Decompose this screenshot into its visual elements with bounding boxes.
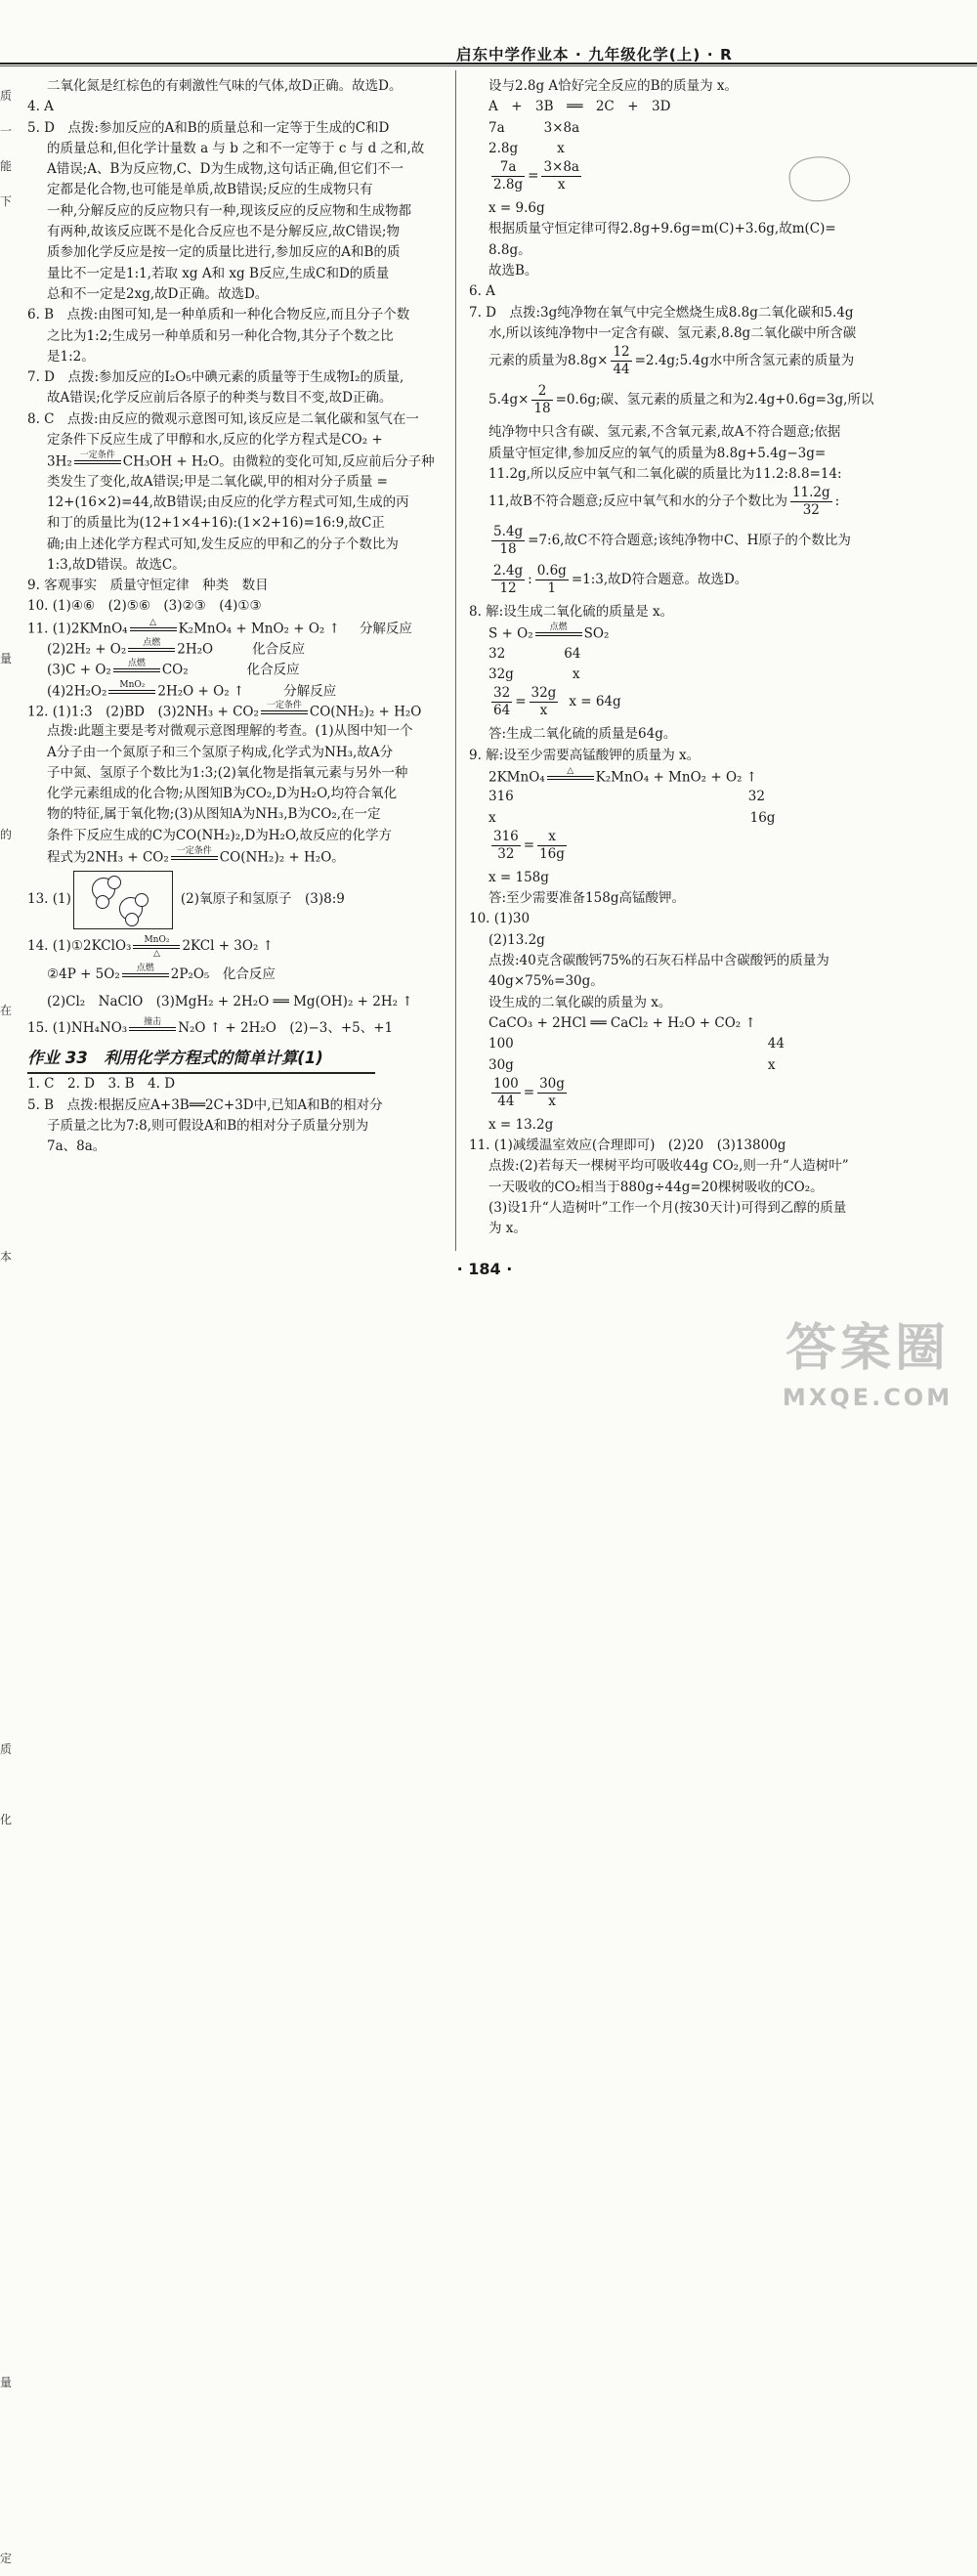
mass-row (469, 808, 899, 829)
watermark-url: MXQE.COM (782, 1384, 954, 1411)
reaction-type: 分解反应 (283, 683, 337, 700)
text-line: 总和不一定是2xg,故D正确。故选D。 (47, 285, 269, 302)
proportion-line: $\frac{32}{64}$ = $\frac{32g}{x}$ x = 64g (493, 685, 621, 719)
eq-right: SO₂ (583, 625, 610, 642)
mass-row (469, 1034, 899, 1054)
answer-item: 4. A (27, 99, 54, 115)
item-number: 13. (1) (27, 891, 71, 908)
equation-line (27, 701, 446, 721)
mass-row (469, 665, 899, 685)
text-line: 点拨:此题主要是考对微观示意图理解的考查。(1)从图中知一个 (47, 723, 413, 740)
text-line: 确;由上述化学方程式可知,发生反应的甲和乙的分子个数比为 (47, 536, 399, 552)
eq-right: K₂MnO₄ + MnO₂ + O₂ ↑ (178, 621, 340, 637)
mass-row (469, 1055, 899, 1076)
equation-line (469, 766, 899, 787)
mass-value: 32g (488, 666, 514, 683)
eq-right: K₂MnO₄ + MnO₂ + O₂ ↑ (595, 769, 758, 786)
fraction (531, 383, 552, 417)
denominator: x (539, 703, 548, 719)
right-column (469, 76, 899, 1240)
reaction-arrow (133, 935, 180, 959)
answer-item (27, 867, 446, 931)
mass-row (469, 139, 899, 159)
fraction (537, 829, 567, 863)
eq-left: 程式为2NH₃ + CO₂ (47, 849, 169, 866)
numerator: 3×8a (543, 159, 579, 176)
text-line: 11.2g,所以反应中氧气和二氧化碳的质量比为11.2:8.8=14: (488, 465, 842, 482)
text-line: $\frac{2.4g}{12}$ : $\frac{0.6g}{1}$ =1:3,故D符合题意。故选D。 (493, 563, 748, 597)
reaction-type: 化合反应 (246, 662, 300, 678)
eq-right: 2P₂O₅ 化合反应 (170, 966, 276, 983)
text-line: 11,故B不符合题意;反应中氧气和水的分子个数比为 $\frac{11.2g}{32}$ : (488, 485, 840, 519)
text-line: 定都是化合物,也可能是单质,故B错误;反应的生成物只有 (47, 182, 373, 198)
denominator: 18 (499, 541, 517, 558)
text-line: 化学元素组成的化合物;从图知B为CO₂,D为H₂O,均符合氧化 (47, 786, 398, 802)
answer-item: 1. C 2. D 3. B 4. D (27, 1076, 176, 1093)
page-number: · 184 · (456, 1260, 513, 1278)
mass-value: 3×8a (543, 119, 580, 136)
fraction (491, 1076, 521, 1110)
reaction-condition: 一定条件 (79, 451, 115, 461)
mass-value: x (767, 1056, 776, 1073)
text-line: 故A错误;化学反应前后各原子的种类与数目不变,故D正确。 (47, 390, 393, 407)
reaction-condition: 点燃 (127, 659, 146, 669)
mass-row (469, 118, 899, 139)
text-line: x = 158g (488, 869, 549, 885)
eq-right: 2KCl + 3O₂ ↑ (182, 938, 274, 955)
text-line: 点拨:(2)若每天一棵树平均可吸收44g CO₂,则一升“人造树叶” (488, 1158, 849, 1175)
numerator: 30g (539, 1075, 565, 1092)
fraction (491, 829, 521, 863)
text-segment: 元素的质量为8.8g× (488, 353, 609, 369)
answer-item: 10. (1)30 (469, 911, 531, 927)
proportion-line: $\frac{316}{32}$ = $\frac{x}{16g}$ (493, 828, 565, 862)
page-header (0, 0, 977, 64)
denominator: 44 (613, 362, 630, 378)
text-line: 的质量总和,但化学计量数 a 与 b 之和不一定等于 c 与 d 之和,故 (47, 140, 425, 156)
eq-right: 2H₂O (177, 641, 214, 658)
proportion-line: $\frac{7a}{2.8g}$ = $\frac{3\times 8a}{x}$ (493, 159, 579, 193)
text-line: 水,所以该纯净物中一定含有碳、氢元素,8.8g二氧化碳中所含碳 (488, 324, 857, 341)
eq-right: CH₃OH + H₂O。由微粒的变化可知,反应前后分子种 (122, 453, 435, 470)
equation-line (469, 623, 899, 643)
eq-right: CO₂ (161, 662, 189, 678)
eq-left: S + O₂ (488, 625, 533, 642)
text-line: (2)Cl₂ NaClO (3)MgH₂ + 2H₂O ══ Mg(OH)₂ + 2H₂ ↑ (47, 994, 413, 1010)
text-line: A错误;A、B为反应物,C、D为生成物,这句话正确,但它们不一 (47, 161, 404, 178)
text-line: 7a、8a。 (47, 1138, 106, 1155)
text-line: 是1:2。 (47, 348, 95, 365)
answer-item: 8. C 点拨:由反应的微观示意图可知,该反应是二氧化碳和氢气在一 (27, 410, 419, 427)
mass-value: x (572, 666, 580, 683)
text-line: 一种,分解反应的反应物只有一种,现该反应的反应物和生成物都 (47, 202, 412, 219)
text-line: (2)13.2g (488, 931, 545, 948)
text-line: 质量守恒定律,参加反应的氧气的质量为8.8g+5.4g−3g= (488, 445, 827, 461)
text-line: 答:生成二氧化硫的质量是64g。 (488, 726, 677, 743)
numerator: x (537, 829, 567, 846)
text-line: x = 9.6g (488, 200, 545, 217)
numerator: 32g (531, 685, 557, 702)
numerator: 2 (531, 383, 552, 401)
text-line: (3)设1升“人造树叶”工作一个月(按30天计)可得到乙醇的质量 (488, 1199, 847, 1216)
text-line: 为 x。 (488, 1221, 527, 1237)
result: x = 64g (569, 694, 621, 710)
denominator: 16g (539, 845, 565, 862)
fraction (491, 685, 512, 719)
text-line: 一天吸收的CO₂相当于880g÷44g=20棵树吸收的CO₂。 (488, 1179, 824, 1195)
reaction-condition: MnO₂ (119, 679, 146, 690)
header-rule-thin (0, 65, 977, 66)
molecule-diagram (73, 871, 173, 929)
numerator: 2.4g (493, 563, 524, 580)
reaction-condition: △ (149, 617, 157, 627)
answer-text: (2)氧原子和氢原子 (3)8:9 (180, 891, 345, 908)
answer-item: 5. D 点拨:参加反应的A和B的质量总和一定等于生成的C和D (27, 119, 390, 136)
fraction (537, 1076, 567, 1110)
numerator: 100 (493, 1075, 519, 1092)
reaction-condition: 点燃 (549, 623, 568, 633)
equation-line (27, 1015, 446, 1041)
text-segment: =2.4g;5.4g水中所含氢元素的质量为 (634, 353, 855, 369)
eq-left: ②4P + 5O₂ (47, 966, 120, 983)
reaction-condition: MnO₂ (144, 934, 170, 945)
watermark-logo (770, 1314, 965, 1430)
equation-line (27, 931, 446, 961)
proportion-line: $\frac{100}{44}$ = $\frac{30g}{x}$ (493, 1075, 565, 1109)
mass-value: 32 (488, 645, 506, 662)
eq-right: CO(NH₂)₂ + H₂O。 (219, 849, 345, 866)
eq-left: 15. (1)NH₄NO₃ (27, 1020, 128, 1037)
text-line: 8.8g。 (488, 241, 531, 258)
equation-line (27, 638, 446, 659)
mass-value: 316 (488, 789, 514, 805)
text-line: 定条件下反应生成了甲醇和水,反应的化学方程式是CO₂ + (47, 432, 383, 449)
text-line: 质参加化学反应是按一定的质量比进行,参加反应的A和B的质 (47, 244, 401, 261)
text-line: 设生成的二氧化碳的质量为 x。 (488, 994, 672, 1010)
section-title: 作业 33 利用化学方程式的简单计算(1) (27, 1045, 375, 1074)
column-divider (455, 70, 456, 1251)
eq-left: 3H₂ (47, 453, 72, 470)
denominator: x (548, 1093, 556, 1109)
text-line: 条件下反应生成的C为CO(NH₂)₂,D为H₂O,故反应的化学方 (47, 827, 393, 843)
fraction (535, 563, 569, 597)
answer-item: 10. (1)④⑥ (2)⑤⑥ (3)②③ (4)①③ (27, 598, 262, 615)
fraction (541, 159, 581, 193)
atom-circle (96, 895, 109, 909)
equation-line: A + 3B ══ 2C + 3D (488, 99, 671, 115)
text-line: 量比不一定是1:1,若取 xg A和 xg B反应,生成C和D的质量 (47, 265, 390, 281)
binding-margin-fragments: 质 一 能 下 量 的 在 本 质 化 量 定 (0, 89, 13, 2565)
fraction (530, 685, 559, 719)
denominator: 18 (533, 401, 551, 417)
text-line: 设与2.8g A恰好完全反应的B的质量为 x。 (488, 78, 738, 94)
text-segment: =7:6,故C不符合题意;该纯净物中C、H原子的个数比为 (528, 533, 851, 549)
text-line: 12+(16×2)=44,故B错误;由反应的化学方程式可知,生成的丙 (47, 494, 409, 510)
equation-line (27, 680, 446, 701)
text-line: x = 13.2g (488, 1116, 554, 1133)
fraction (491, 524, 525, 558)
text-line: 1:3,故D错误。故选C。 (47, 556, 186, 573)
left-column (27, 76, 446, 1157)
numerator: 0.6g (536, 563, 567, 580)
reaction-condition: 撞击 (144, 1016, 162, 1027)
denominator: 32 (802, 502, 820, 519)
eq-left: 11. (1)2KMnO₄ (27, 621, 128, 637)
mass-value: 16g (749, 809, 776, 826)
reaction-condition: △ (567, 765, 574, 776)
reaction-condition: 点燃 (136, 963, 154, 973)
answer-item: 7. D 点拨:3g纯净物在氧气中完全燃烧生成8.8g二氧化碳和5.4g (469, 304, 854, 321)
eq-right: 2H₂O + O₂ ↑ (157, 683, 245, 700)
reaction-condition: 点燃 (143, 638, 161, 649)
eq-left: (2)2H₂ + O₂ (47, 641, 127, 658)
answer-item: 6. A (469, 283, 495, 300)
text-line: 点拨:40克含碳酸钙75%的石灰石样品中含碳酸钙的质量为 (488, 953, 829, 969)
mass-value: x (557, 140, 565, 156)
mass-value: 44 (767, 1036, 785, 1052)
eq-right: CO(NH₂)₂ + H₂O (309, 704, 422, 720)
answer-item: 8. 解:设生成二氧化硫的质量是 x。 (469, 604, 674, 621)
eq-left: 2KMnO₄ (488, 769, 545, 786)
atom-circle (125, 913, 139, 926)
mass-value: 30g (488, 1056, 514, 1073)
text-line: 有两种,故该反应既不是化合反应也不是分解反应,故C错误;物 (47, 224, 400, 240)
text-line (469, 524, 899, 563)
mass-row (469, 787, 899, 807)
answer-item: 5. B 点拨:根据反应A+3B══2C+3D中,已知A和B的相对分 (27, 1096, 383, 1113)
answer-item: 9. 客观事实 质量守恒定律 种类 数目 (27, 578, 269, 594)
numerator: 5.4g (493, 524, 524, 540)
mass-row (469, 644, 899, 665)
answer-item: 7. D 点拨:参加反应的I₂O₅中碘元素的质量等于生成物I₂的质量, (27, 369, 404, 386)
header-rule (0, 63, 977, 64)
numerator: 7a (491, 159, 525, 177)
text-line: A分子由一个氮原子和三个氢原子构成,化学式为NH₃,故A分 (47, 744, 394, 760)
numerator: 12 (613, 344, 630, 361)
text-line: 子中氮、氢原子个数比为1:3;(2)氧化物是指氧元素与另外一种 (47, 764, 408, 781)
reaction-arrow (122, 964, 169, 987)
equation-line (27, 618, 446, 638)
header-title: 启东中学作业本 · 九年级化学(上) · R (456, 46, 733, 64)
denominator: 64 (493, 703, 511, 719)
fraction (790, 485, 832, 519)
equation-line (27, 659, 446, 679)
eq-left: 14. (1)①2KClO₃ (27, 938, 132, 955)
text-line: 之比为1:2;生成另一种单质和另一种化合物,其分子个数之比 (47, 327, 394, 344)
reaction-type: 分解反应 (359, 621, 412, 637)
reaction-condition: 一定条件 (176, 845, 212, 856)
eq-right: N₂O ↑ + 2H₂O (2)−3、+5、+1 (178, 1020, 394, 1037)
text-segment: =1:3,故D符合题意。故选D。 (571, 572, 748, 588)
mass-value: 7a (488, 119, 505, 136)
equation-line (27, 961, 446, 988)
text-segment: 5.4g× (488, 392, 530, 408)
text-line: 答:至少需要准备158g高锰酸钾。 (488, 890, 685, 907)
answer-item: 11. (1)减缓温室效应(合理即可) (2)20 (3)13800g (469, 1138, 786, 1154)
eq-left: (3)C + O₂ (47, 662, 111, 678)
atom-circle (107, 876, 121, 889)
fraction (611, 344, 631, 378)
answer-item: 6. B 点拨:由图可知,是一种单质和一种化合物反应,而且分子个数 (27, 307, 410, 323)
equation-line: CaCO₃ + 2HCl ══ CaCl₂ + H₂O + CO₂ ↑ (488, 1014, 756, 1031)
denominator: 44 (497, 1093, 515, 1109)
mass-value: 100 (488, 1036, 514, 1052)
atom-circle (135, 893, 149, 907)
numerator: 32 (493, 685, 511, 702)
mass-value: 64 (564, 645, 581, 662)
text-line (469, 344, 899, 383)
text-line: 纯净物中只含有碳、氢元素,不含氧元素,故A不符合题意;依据 (488, 424, 841, 441)
mass-value: 32 (747, 789, 765, 805)
text-line (469, 383, 899, 422)
text-segment: =0.6g;碳、氢元素的质量之和为2.4g+0.6g=3g,所以 (555, 392, 874, 408)
reaction-condition-below: △ (152, 948, 160, 959)
eq-left: (4)2H₂O₂ (47, 683, 107, 700)
fraction (491, 563, 525, 597)
numerator: 316 (493, 828, 519, 844)
mass-value: x (488, 809, 496, 826)
denominator: 1 (547, 580, 557, 597)
denominator: 12 (499, 580, 517, 597)
text-line: 二氧化氮是红棕色的有刺激性气味的气体,故D正确。故选D。 (47, 78, 403, 94)
denominator: 32 (497, 845, 515, 862)
text-line: 物的特征,属于氧化物;(3)从图知A为NH₃,B为CO₂,在一定 (47, 806, 381, 823)
reaction-arrow (129, 1017, 176, 1041)
reaction-condition: 一定条件 (266, 700, 302, 710)
denominator: x (557, 177, 566, 193)
eq-left: 12. (1)1:3 (2)BD (3)2NH₃ + CO₂ (27, 704, 259, 720)
equation-line (27, 846, 446, 867)
reaction-type: 化合反应 (252, 641, 306, 658)
text-line: 和丁的质量比为(12+1×4+16):(1×2+16)=16:9,故C正 (47, 515, 385, 532)
text-line: 子质量之比为7:8,则可假设A和B的相对分子质量分别为 (47, 1117, 369, 1134)
watermark-text: 答案圈 (785, 1319, 950, 1378)
mass-value: 2.8g (488, 140, 519, 156)
answer-item: 9. 解:设至少需要高锰酸钾的质量为 x。 (469, 747, 701, 763)
equation-line (27, 451, 446, 471)
text-line: 故选B。 (488, 263, 538, 279)
numerator: 11.2g (791, 485, 830, 501)
text-line: 根据质量守恒定律可得2.8g+9.6g=m(C)+3.6g,故m(C)= (488, 221, 836, 237)
text-line: 40g×75%=30g。 (488, 973, 604, 990)
denominator: 2.8g (493, 177, 524, 193)
text-segment: 11,故B不符合题意;反应中氧气和水的分子个数比为 (488, 494, 787, 510)
fraction (491, 159, 525, 193)
text-line: 类发生了变化,故A错误;甲是二氧化碳,甲的相对分子质量 = (47, 473, 388, 490)
